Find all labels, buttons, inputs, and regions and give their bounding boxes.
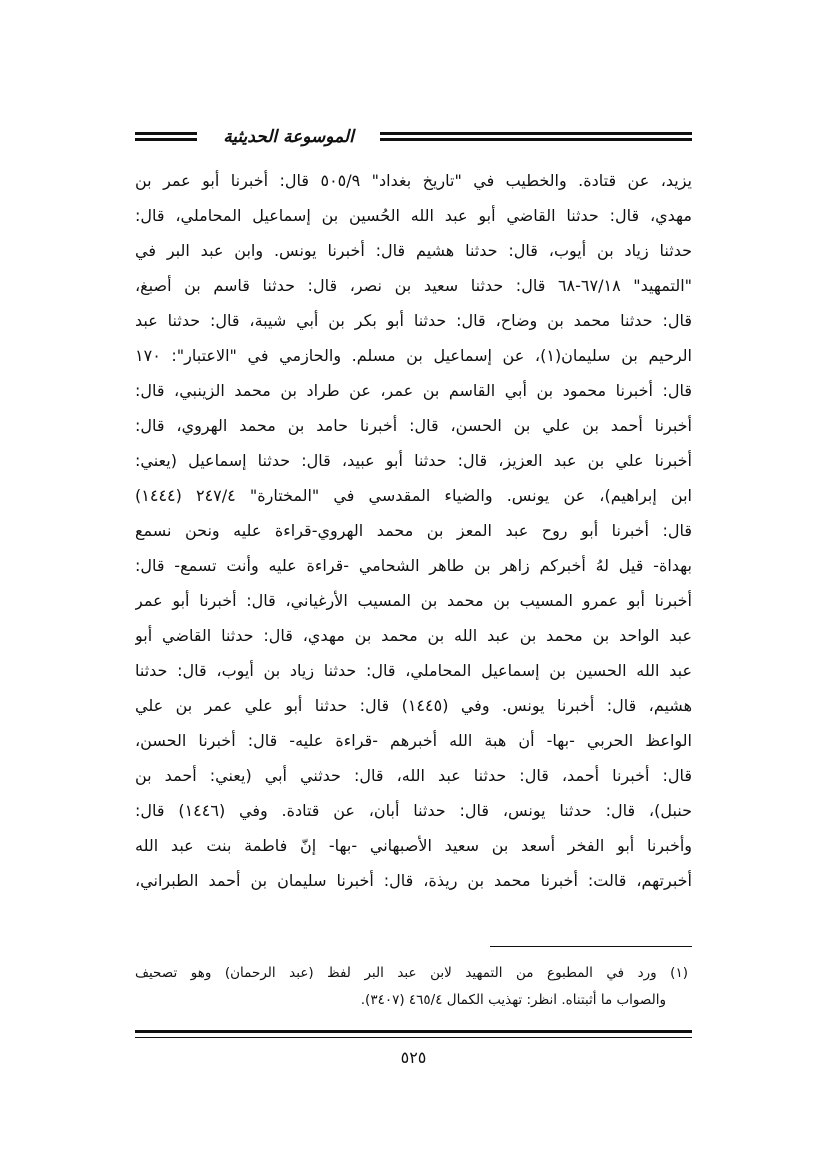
- header-title: الموسوعة الحديثية: [223, 127, 354, 147]
- text-line: قال: حدثنا محمد بن وضاح، قال: حدثنا أبو بكر بن أبي شيبة، قال: حدثنا عبد: [135, 311, 692, 330]
- text-line: عبد الواحد بن محمد بن عبد الله بن محمد بن مهدي، قال: حدثنا القاضي أبو: [135, 626, 692, 645]
- text-line: قال: أخبرنا أبو روح عبد المعز بن محمد الهروي-قراءة عليه ونحن نسمع: [135, 521, 692, 540]
- header-rule-left-bottom: [135, 138, 197, 141]
- text-line: أخبرنا أبو عمرو المسيب بن محمد بن المسيب الأرغياني، قال: أخبرنا أبو عمر: [135, 591, 692, 610]
- footnote-line: (١) ورد في المطبوع من التمهيد لابن عبد البر لفظ (عبد الرحمان) وهو تصحيف: [135, 965, 688, 981]
- text-line: هشيم، قال: أخبرنا يونس. وفي (١٤٤٥) قال: حدثنا أبو علي عمر بن علي: [135, 696, 692, 715]
- text-line: عبد الله الحسين بن إسماعيل المحاملي، قال: حدثنا زياد بن أيوب، قال: حدثنا: [135, 661, 692, 680]
- text-line: أخبرنا أحمد بن علي بن الحسن، قال: أخبرنا حامد بن محمد الهروي، قال:: [135, 416, 692, 435]
- text-line: قال: أخبرنا محمود بن أبي القاسم بن عمر، عن طراد بن محمد الزينبي، قال:: [135, 381, 692, 400]
- text-line: أخبرنا علي بن عبد العزيز، قال: حدثنا أبو عبيد، قال: حدثنا إسماعيل (يعني:: [135, 451, 692, 470]
- main-text: [135, 163, 692, 898]
- footnote-separator: [490, 946, 692, 947]
- text-line: مهدي، قال: حدثنا القاضي أبو عبد الله الحُسين بن إسماعيل المحاملي، قال:: [135, 206, 692, 225]
- text-line: يزيد، عن قتادة. والخطيب في "تاريخ بغداد" ٥٠٥/٩ قال: أخبرنا أبو عمر بن: [135, 171, 692, 190]
- footnotes: [135, 960, 692, 1014]
- text-line: الرحيم بن سليمان(١)، عن إسماعيل بن مسلم. والحازمي في "الاعتبار": ١٧٠: [135, 346, 692, 365]
- text-line: حدثنا زياد بن أيوب، قال: حدثنا هشيم قال: أخبرنا يونس. وابن عبد البر في: [135, 241, 692, 260]
- text-line: قال: أخبرنا أحمد، قال: حدثنا عبد الله، قال: حدثني أبي (يعني: أحمد بن: [135, 766, 692, 785]
- footnote-line: والصواب ما أثبتناه. انظر: تهذيب الكمال ٤٦٥/٤ (٣٤٠٧).: [360, 992, 666, 1008]
- text-line: حنبل)، قال: حدثنا يونس، قال: حدثنا أبان، عن قتادة. وفي (١٤٤٦) قال:: [135, 801, 692, 820]
- text-line: ابن إبراهيم)، عن يونس. والضياء المقدسي في "المختارة" ٢٤٧/٤ (١٤٤٤): [135, 486, 692, 505]
- header-rule-left-top: [135, 132, 197, 135]
- text-line: وأخبرنا أبو الفخر أسعد بن سعيد الأصبهاني -بها- إنّ فاطمة بنت عبد الله: [135, 836, 692, 855]
- text-line: أخبرتهم، قالت: أخبرنا محمد بن ريذة، قال: أخبرنا سليمان بن أحمد الطبراني،: [135, 871, 692, 890]
- bottom-rule-thick: [135, 1030, 692, 1033]
- text-line: "التمهيد" ٦٧/١٨-٦٨ قال: حدثنا سعيد بن نصر، قال: حدثنا قاسم بن أصبغ،: [135, 276, 692, 295]
- header-rule-right-top: [380, 132, 692, 135]
- text-line: بهداة- قيل لهُ أخبركم زاهر بن طاهر الشحامي -قراءة عليه وأنت تسمع- قال:: [135, 556, 692, 575]
- text-line: الواعظ الحربي -بها- أن هبة الله أخبرهم -قراءة عليه- قال: أخبرنا الحسن،: [135, 731, 692, 750]
- header-rule-right-bottom: [380, 138, 692, 141]
- page-number: ٥٢٥: [400, 1048, 427, 1067]
- bottom-rule-thin: [135, 1037, 692, 1038]
- running-header: [135, 124, 692, 154]
